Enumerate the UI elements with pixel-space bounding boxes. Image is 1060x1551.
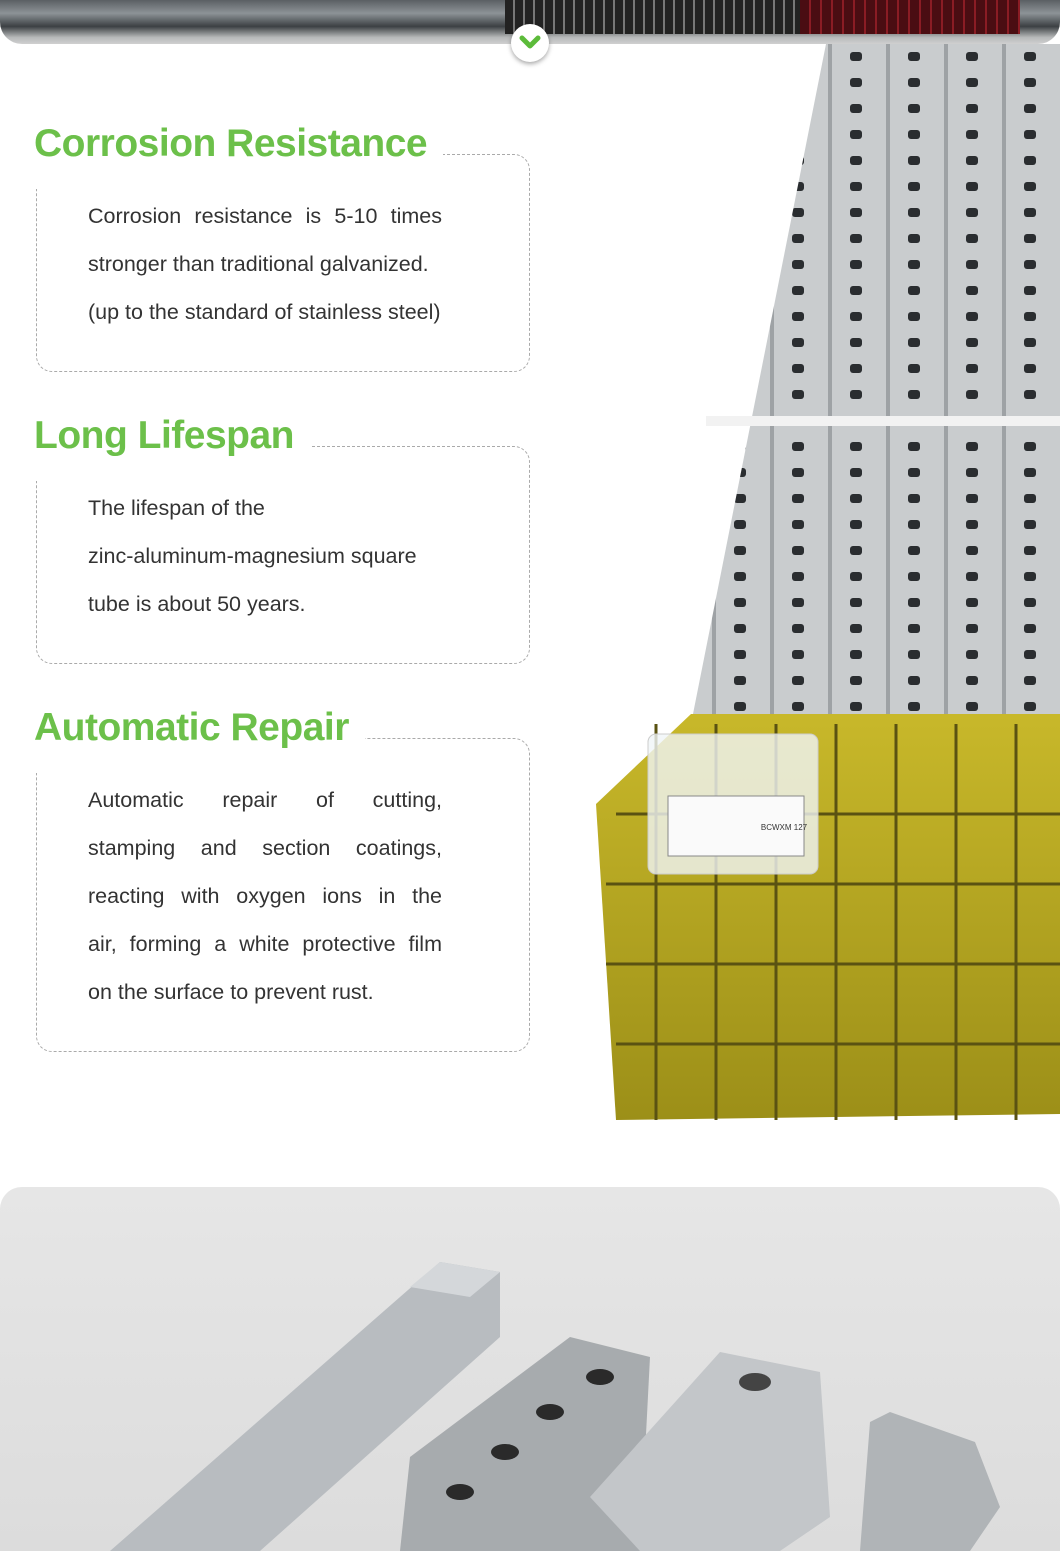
chevron-down-icon — [519, 35, 541, 51]
feature-text — [88, 192, 442, 336]
square-tubes — [505, 0, 800, 34]
feature-text — [88, 776, 442, 1016]
text-line: stronger than traditional galvanized. — [88, 252, 429, 276]
text-line: tube is about 50 years. — [88, 592, 306, 616]
feature-title: Corrosion Resistance — [34, 124, 443, 189]
red-tubes — [800, 0, 1020, 34]
text-line: air, forming a white protective film — [88, 932, 442, 956]
text-line: zinc-aluminum-magnesium square — [88, 544, 417, 568]
text-line: The lifespan of the — [88, 496, 265, 520]
strut-channel-stack-image — [596, 44, 1060, 1120]
feature-title: Automatic Repair — [34, 708, 365, 773]
feature-text — [88, 484, 442, 628]
text-line: Corrosion resistance is 5-10 times — [88, 204, 442, 228]
text-line: (up to the standard of stainless steel) — [88, 300, 441, 324]
text-line: reacting with oxygen ions in the — [88, 884, 442, 908]
text-line: on the surface to prevent rust. — [88, 980, 374, 1004]
product-label-code: BCWXM 127 — [760, 823, 808, 832]
feature-title: Long Lifespan — [34, 416, 310, 481]
scroll-down-button[interactable] — [511, 24, 549, 62]
text-line: Automatic repair of cutting, — [88, 788, 442, 812]
text-line: stamping and section coatings, — [88, 836, 442, 860]
bracket-products-image — [0, 1187, 1060, 1551]
